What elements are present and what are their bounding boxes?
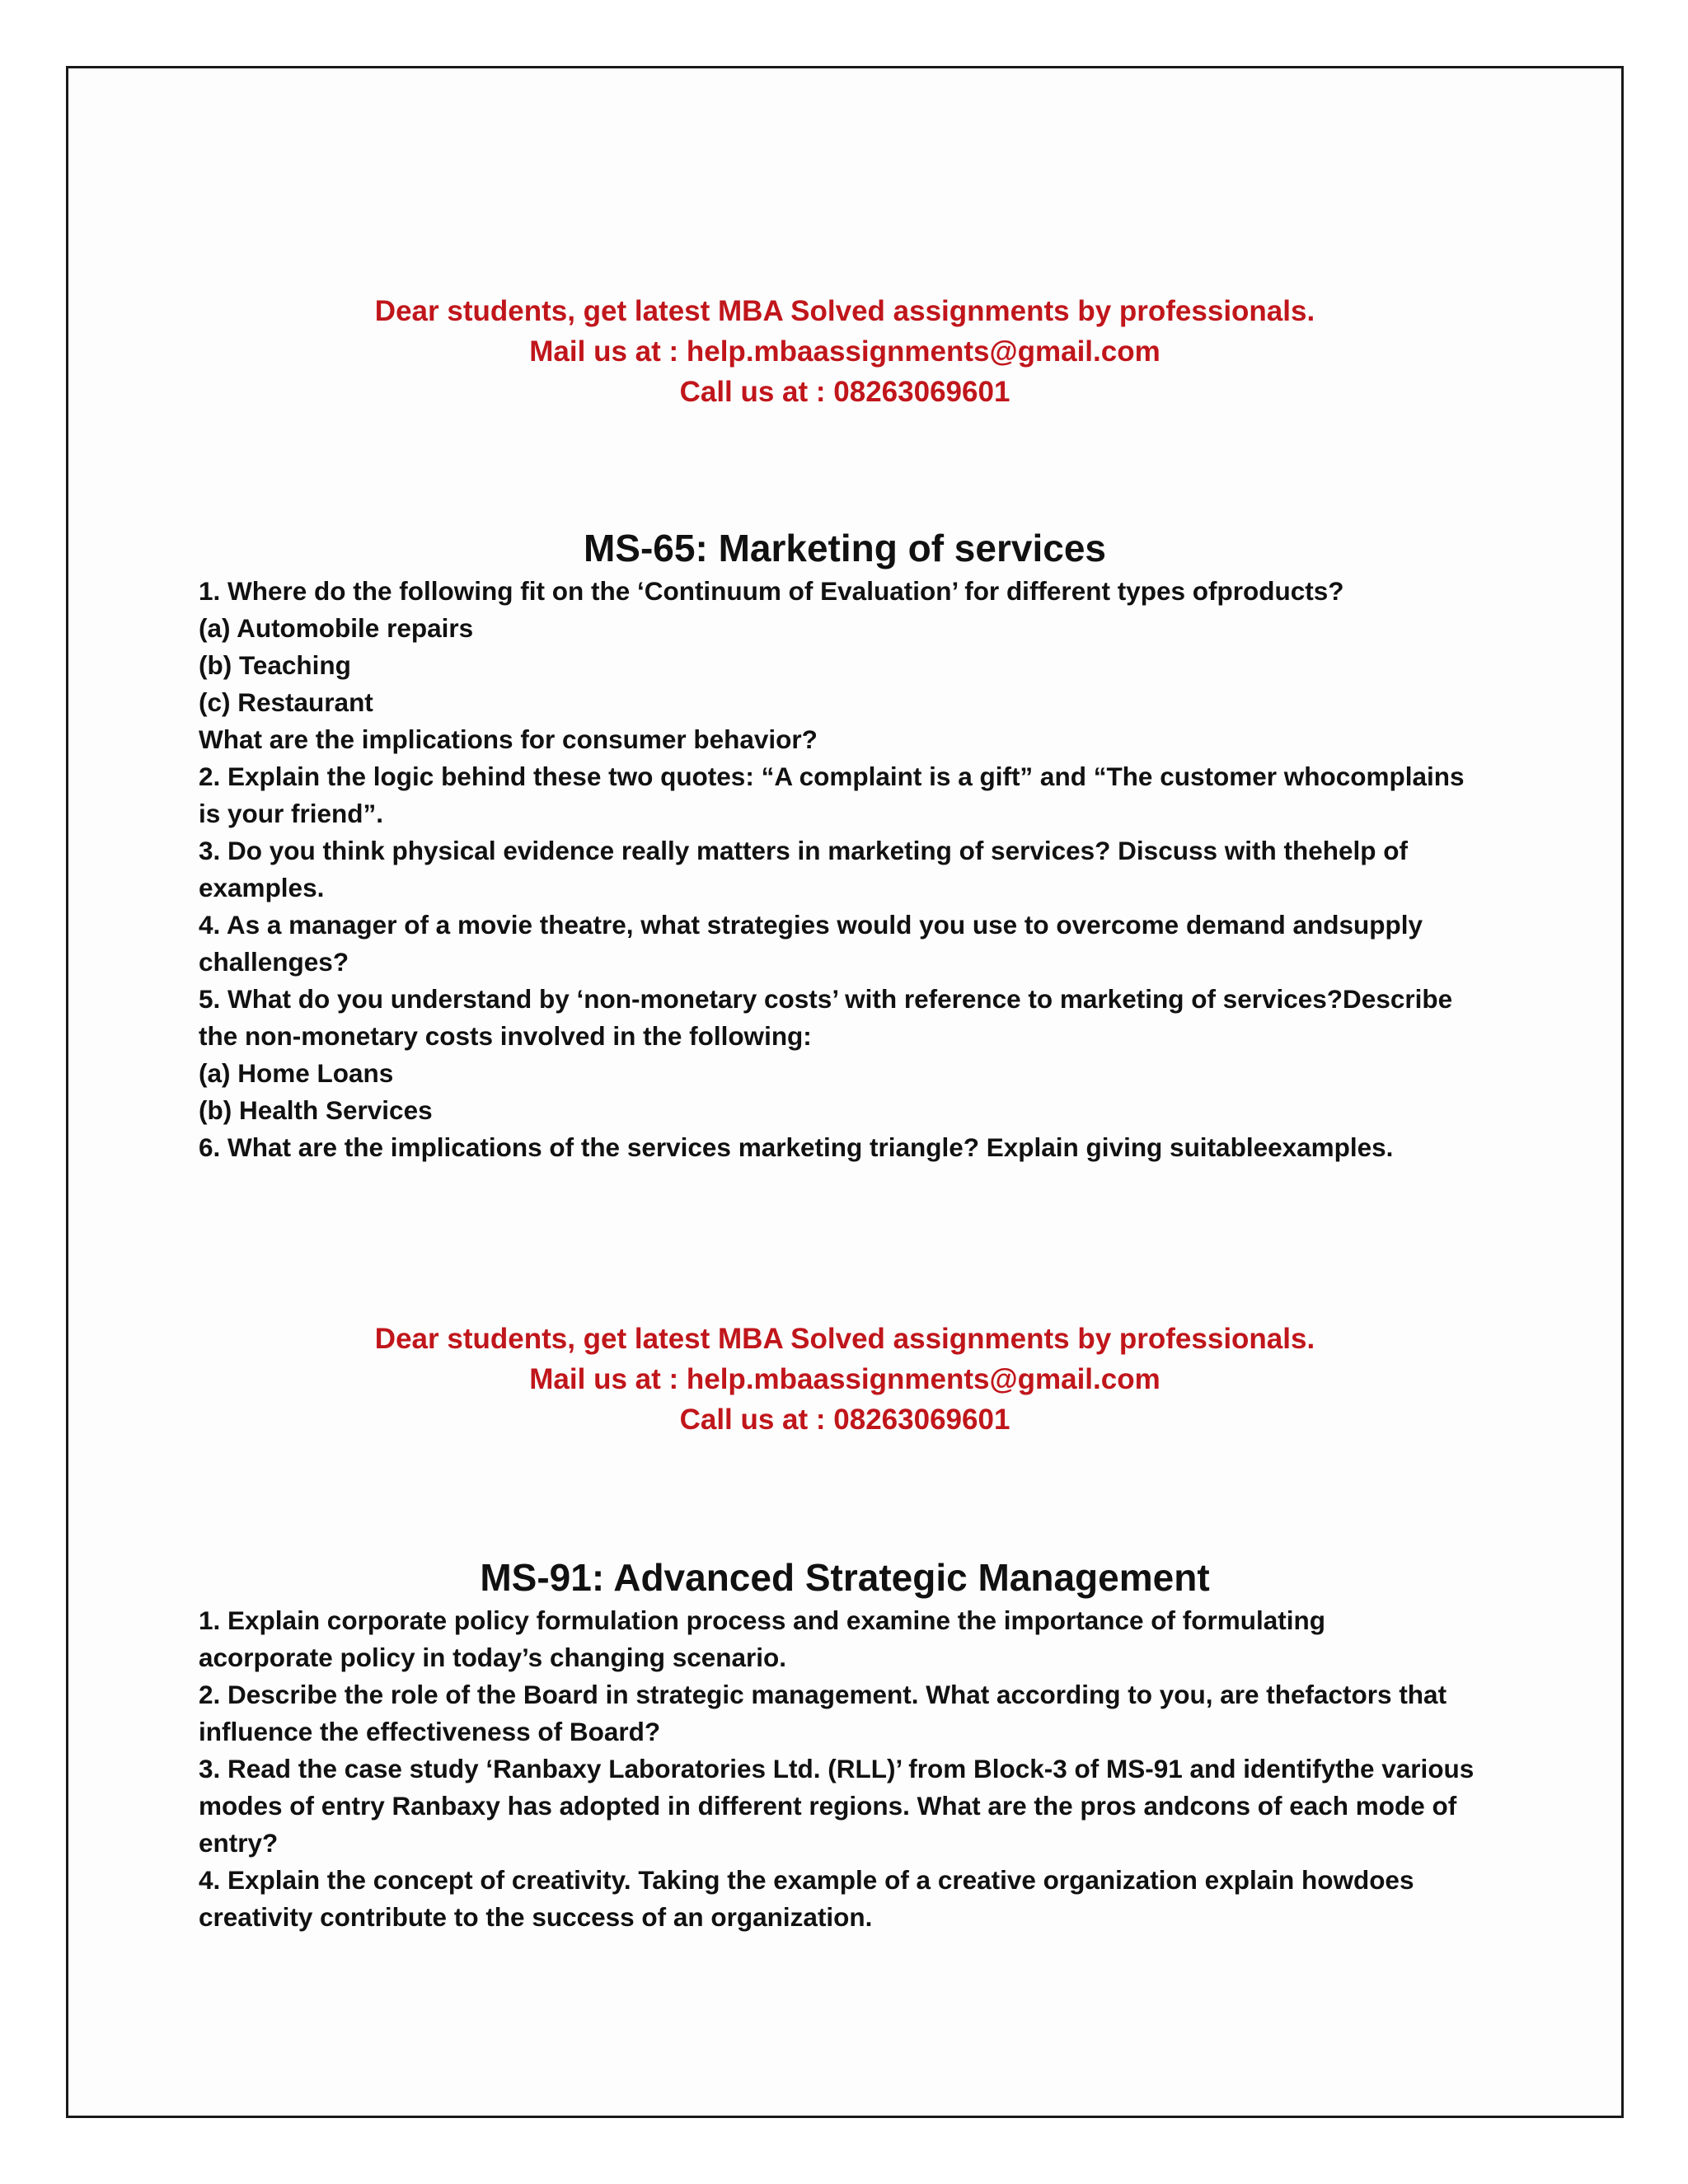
promo-line-1: Dear students, get latest MBA Solved assignments by professionals. [374,295,1315,327]
ms65-questions [199,573,1489,1166]
ms91-line: entry? [199,1828,279,1858]
ms91-line: modes of entry Ranbaxy has adopted in different regions. What are the pros andcons of each mode of [199,1791,1457,1821]
ms65-line: is your friend”. [199,799,384,828]
ms91-line: 2. Describe the role of the Board in strategic management. What according to you, are thefactors that [199,1680,1447,1709]
ms91-line: acorporate policy in today’s changing scenario. [199,1643,787,1672]
ms65-line: 5. What do you understand by ‘non-monetary costs’ with reference to marketing of services?Describe [199,984,1453,1014]
ms65-line: (a) Automobile repairs [199,613,474,643]
ms91-line: creativity contribute to the success of an organization. [199,1902,873,1932]
ms91-line: influence the effectiveness of Board? [199,1717,661,1746]
ms65-line: 3. Do you think physical evidence really matters in marketing of services? Discuss with thehelp of [199,836,1408,865]
ms65-line: 4. As a manager of a movie theatre, what strategies would you use to overcome demand andsupply [199,910,1423,940]
promo-phone-line: Call us at : 08263069601 [679,1404,1010,1436]
promo-line-1: Dear students, get latest MBA Solved assignments by professionals. [374,1323,1315,1355]
ms65-line: (a) Home Loans [199,1058,394,1088]
promo-phone-line: Call us at : 08263069601 [679,376,1010,408]
ms65-line: examples. [199,873,325,902]
ms65-line: (b) Health Services [199,1095,433,1125]
promo-email-line: Mail us at : help.mbaassignments@gmail.com [529,335,1160,368]
promo-banner-bottom [66,1319,1624,1440]
ms91-line: 4. Explain the concept of creativity. Taking the example of a creative organization explain howdoes [199,1865,1414,1895]
promo-email-line: Mail us at : help.mbaassignments@gmail.com [529,1363,1160,1395]
ms65-line: (c) Restaurant [199,687,373,717]
ms91-questions [199,1602,1489,1936]
ms65-line: What are the implications for consumer behavior? [199,724,818,754]
ms91-title: MS-91: Advanced Strategic Management [480,1556,1210,1599]
ms65-line: the non-monetary costs involved in the following: [199,1021,812,1051]
ms65-line: 1. Where do the following fit on the ‘Continuum of Evaluation’ for different types ofproducts? [199,576,1344,606]
ms65-line: challenges? [199,947,349,977]
ms65-line: 2. Explain the logic behind these two quotes: “A complaint is a gift” and “The customer whocomplains [199,762,1465,791]
ms91-line: 3. Read the case study ‘Ranbaxy Laboratories Ltd. (RLL)’ from Block-3 of MS-91 and identifythe various [199,1754,1475,1783]
promo-banner-top [66,291,1624,412]
ms65-title: MS-65: Marketing of services [583,527,1106,569]
ms91-line: 1. Explain corporate policy formulation process and examine the importance of formulating [199,1605,1326,1635]
ms65-line: (b) Teaching [199,650,351,680]
ms65-line: 6. What are the implications of the services marketing triangle? Explain giving suitableexamples. [199,1132,1394,1162]
